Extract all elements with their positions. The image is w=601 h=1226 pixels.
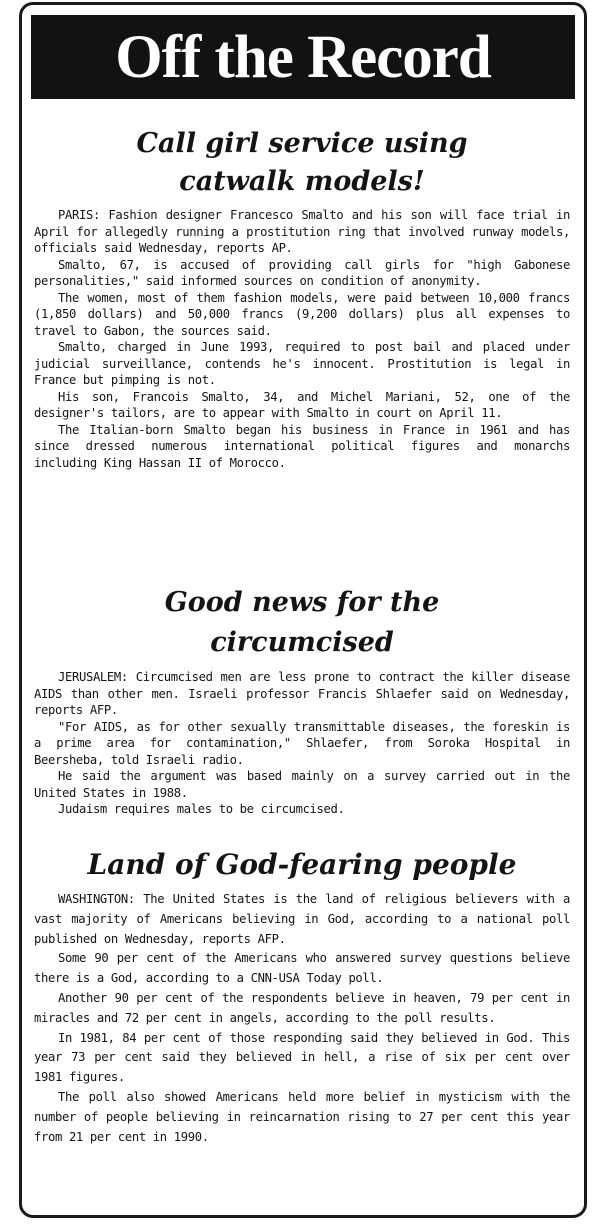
story-body	[34, 207, 570, 471]
headline-line: Call girl service using	[136, 128, 468, 159]
story-headline	[34, 125, 570, 201]
story-paragraph: Some 90 per cent of the Americans who answered survey questions believe there is a God, according to a CNN-USA Today poll.	[34, 951, 570, 986]
story-paragraph: The women, most of them fashion models, were paid between 10,000 francs (1,850 dollars) and 50,000 francs (9,200 dollars) plus all expenses to travel to Gabon, the sources said.	[34, 290, 570, 338]
headline-line: Land of God-fearing people	[87, 848, 517, 881]
headline-line: catwalk models!	[179, 166, 425, 197]
story-body	[34, 669, 570, 818]
story-paragraph: JERUSALEM: Circumcised men are less prone to contract the killer disease AIDS than other men. Israeli professor Francis Shlaefer said on Wednesday, reports AFP.	[34, 670, 570, 717]
story-paragraph: Judaism requires males to be circumcised.	[58, 802, 345, 816]
story-paragraph: In 1981, 84 per cent of those responding said they believed in God. This year 73 per cent said they believed in hell, a rise of six per cent over 1981 figures.	[34, 1030, 570, 1085]
story-paragraph: Smalto, 67, is accused of providing call girls for "high Gabonese personalities," said informed sources on condition of anonymity.	[34, 257, 570, 288]
masthead-title: Off the Record	[115, 23, 491, 91]
story-paragraph: His son, Francois Smalto, 34, and Michel Mariani, 52, one of the designer's tailors, are to appear with Smalto in court on April 11.	[34, 389, 570, 420]
story-paragraph: The poll also showed Americans held more belief in mysticism with the number of people believing in reincarnation rising to 27 per cent this year from 21 per cent in 1990.	[34, 1089, 570, 1144]
headline-line: circumcised	[210, 627, 394, 658]
story-body	[34, 890, 570, 1147]
story-god-fearing-people	[34, 843, 570, 1147]
masthead-banner	[31, 15, 575, 99]
story-headline	[34, 583, 570, 663]
column-frame	[19, 2, 587, 1218]
story-paragraph: Smalto, charged in June 1993, required to post bail and placed under judicial surveillance, contends he's innocent. Prostitution is legal in France but pimping is not.	[34, 340, 570, 387]
headline-line: Good news for the	[164, 587, 440, 618]
story-good-news-circumcised	[34, 583, 570, 818]
story-paragraph: WASHINGTON: The United States is the land of religious believers with a vast majority of Americans believing in God, according to a national poll published on Wednesday, reports AFP.	[34, 892, 570, 946]
story-headline	[34, 843, 570, 887]
story-paragraph: "For AIDS, as for other sexually transmittable diseases, the foreskin is a prime area for contamination," Shlaefer, from Soroka Hospital in Beersheba, told Israeli radio.	[34, 719, 570, 767]
story-paragraph: He said the argument was based mainly on a survey carried out in the United States in 1988.	[34, 769, 570, 800]
story-call-girl-service	[34, 125, 570, 471]
story-paragraph: PARIS: Fashion designer Francesco Smalto and his son will face trial in April for allegedly running a prostitution ring that involved runway models, officials said Wednesday, reports AP.	[34, 208, 570, 255]
story-paragraph: Another 90 per cent of the respondents believe in heaven, 79 per cent in miracles and 72 per cent in angels, according to the poll results.	[34, 990, 570, 1025]
story-paragraph: The Italian-born Smalto began his business in France in 1961 and has since dressed numerous international political figures and monarchs including King Hassan II of Morocco.	[34, 422, 570, 470]
